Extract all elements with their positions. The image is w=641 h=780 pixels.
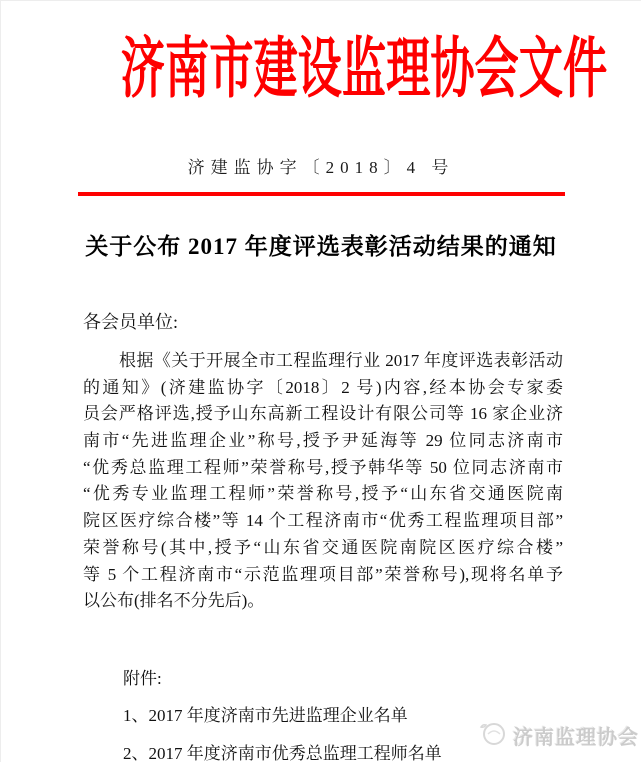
org-title-text: 济南市建设监理协会文件	[120, 33, 608, 106]
paragraph-line: 荣誉称号(其中,授予“山东省交通医院南院区医疗综合楼”	[83, 537, 563, 557]
attachments-block	[123, 667, 442, 780]
paragraph-line: “优秀总监理工程师”荣誉称号,授予韩华等 50 位同志济南市	[83, 457, 563, 477]
paragraph-line: 院区医疗综合楼”等 14 个工程济南市“优秀工程监理项目部”	[83, 511, 563, 531]
paragraph-line: 等 5 个工程济南市“示范监理项目部”荣誉称号),现将名单予	[83, 564, 563, 584]
red-header-org-title	[1, 31, 641, 109]
paragraph-line: 根据《关于开展全市工程监理行业 2017 年度评选表彰活动	[119, 351, 563, 370]
notice-title: 关于公布 2017 年度评选表彰活动结果的通知	[85, 234, 557, 259]
notice-body-paragraph	[83, 348, 563, 615]
paragraph-line: 的通知》(济建监协字〔2018〕2 号)内容,经本协会专家委	[83, 377, 563, 397]
watermark-text: 济南监理协会	[513, 727, 639, 749]
paragraph-line: 员会严格评选,授予山东高新工程设计有限公司等 16 家企业济	[83, 404, 563, 424]
paragraph-line: “优秀专业监理工程师”荣誉称号,授予“山东省交通医院南	[83, 484, 563, 504]
salutation-line: 各会员单位:	[83, 312, 179, 332]
paragraph-line: 以公布(排名不分先后)。	[83, 591, 265, 611]
red-divider-rule	[78, 192, 565, 196]
attachment-item: 2、2017 年度济南市优秀总监理工程师名单	[123, 744, 442, 763]
attachments-list	[123, 704, 442, 780]
association-circle-logo-icon	[477, 719, 507, 752]
attachment-item: 1、2017 年度济南市先进监理企业名单	[123, 706, 408, 725]
document-number: 济建监协字〔2018〕4 号	[187, 158, 455, 177]
watermark	[477, 719, 639, 752]
paragraph-line: 南市“先进监理企业”称号,授予尹延海等 29 位同志济南市	[83, 431, 563, 451]
attachments-label: 附件:	[123, 669, 162, 688]
